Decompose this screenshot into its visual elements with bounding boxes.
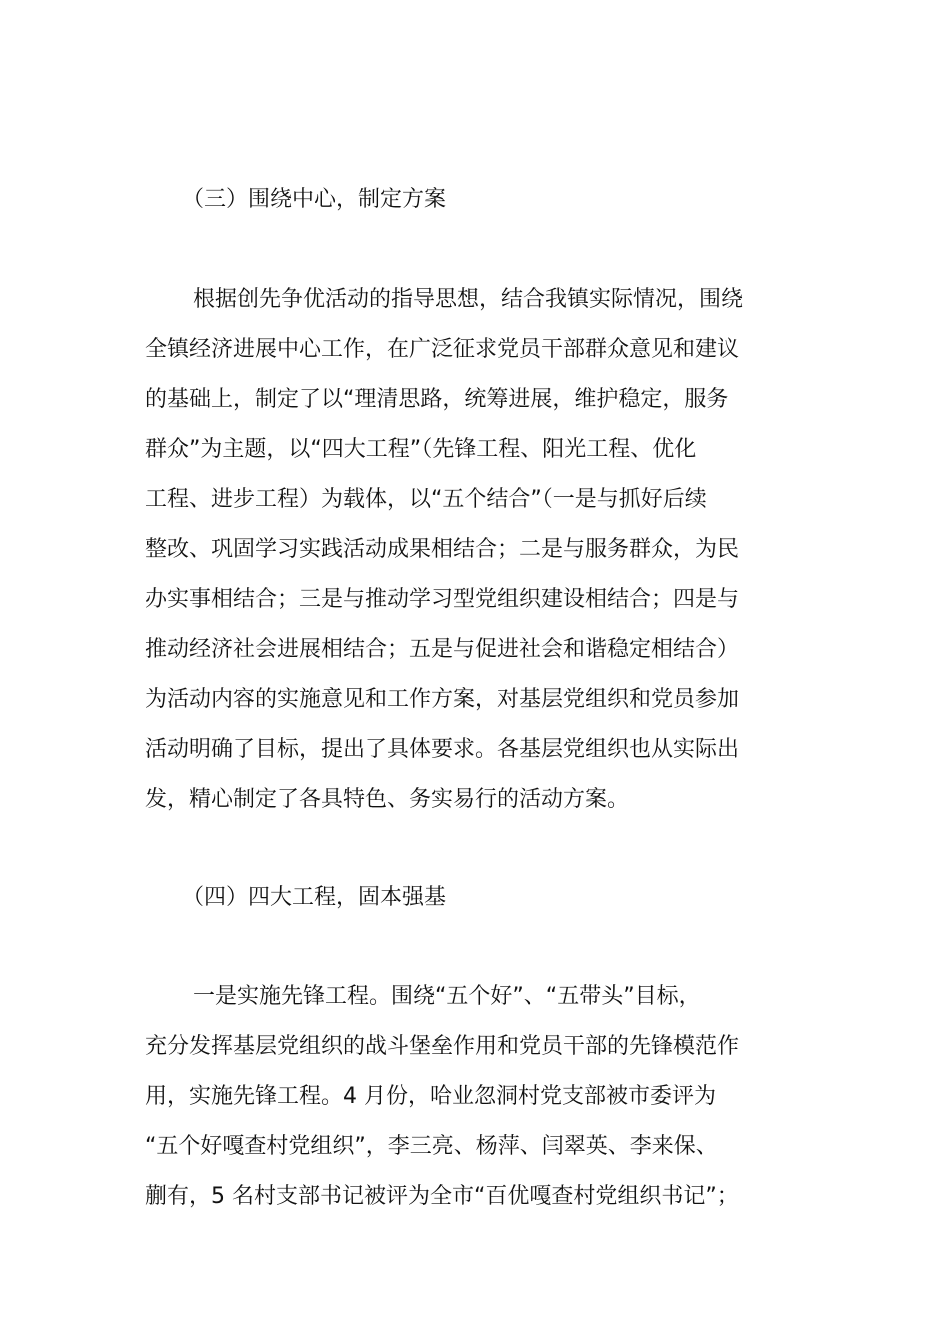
- paragraph-line: 发，精心制定了各具特色、务实易行的活动方案。: [145, 787, 630, 812]
- section-3-paragraph: [145, 275, 815, 825]
- section-4-paragraph: [145, 972, 815, 1222]
- paragraph-line: 为活动内容的实施意见和工作方案，对基层党组织和党员参加: [145, 687, 740, 712]
- paragraph-line: 的基础上，制定了以“理清思路，统筹进展，维护稳定，服务: [145, 387, 729, 412]
- paragraph-line: 蒯有，5 名村支部书记被评为全市“百优嘎查村党组织书记”；: [145, 1184, 739, 1209]
- paragraph-line: 全镇经济进展中心工作，在广泛征求党员干部群众意见和建议: [145, 337, 740, 362]
- paragraph-line: 活动明确了目标，提出了具体要求。各基层党组织也从实际出: [145, 737, 740, 762]
- paragraph-line: 推动经济社会进展相结合；五是与促进社会和谐稳定相结合）: [145, 637, 740, 662]
- paragraph-line: 充分发挥基层党组织的战斗堡垒作用和党员干部的先锋模范作: [145, 1034, 740, 1059]
- paragraph-line: 办实事相结合；三是与推动学习型党组织建设相结合；四是与: [145, 587, 740, 612]
- paragraph-line: 工程、进步工程）为载体，以“五个结合”（一是与抓好后续: [145, 487, 707, 512]
- paragraph-line: 整改、巩固学习实践活动成果相结合；二是与服务群众，为民: [145, 537, 740, 562]
- paragraph-line: “五个好嘎查村党组织”，李三亮、杨萍、闫翠英、李来保、: [145, 1134, 718, 1159]
- section-3-heading: （三）围绕中心，制定方案: [182, 187, 447, 212]
- section-4-heading: （四）四大工程，固本强基: [182, 885, 447, 910]
- paragraph-line: 用，实施先锋工程。4 月份，哈业忽洞村党支部被市委评为: [145, 1084, 716, 1109]
- paragraph-line: 根据创先争优活动的指导思想，结合我镇实际情况，围绕: [193, 287, 744, 312]
- paragraph-line: 群众”为主题，以“四大工程”（先锋工程、阳光工程、优化: [145, 437, 697, 462]
- paragraph-line: 一是实施先锋工程。围绕“五个好”、“五带头”目标，: [193, 984, 701, 1009]
